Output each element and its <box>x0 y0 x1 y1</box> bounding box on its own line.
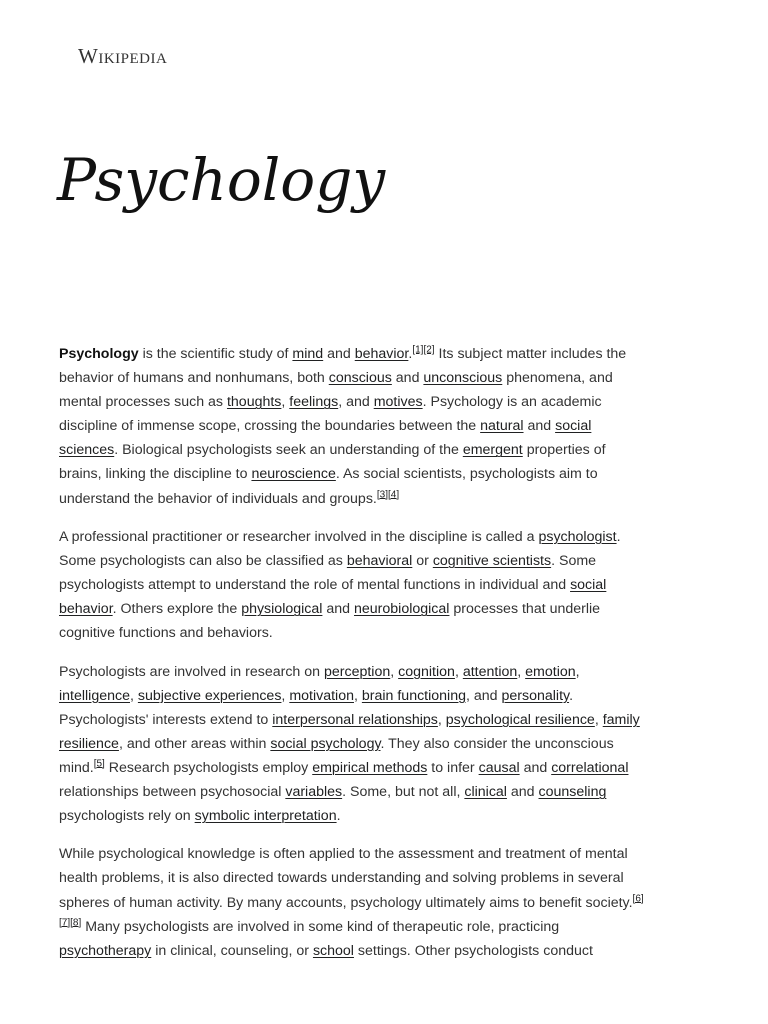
citation-ref[interactable] <box>412 344 423 355</box>
wiki-link[interactable]: brain functioning <box>361 687 466 704</box>
text-run: , <box>575 663 580 680</box>
text-run: , and other areas within <box>118 735 271 752</box>
citation-ref[interactable] <box>70 917 81 928</box>
wiki-link[interactable]: intelligence <box>59 687 130 704</box>
wiki-link[interactable]: cognitive scientists <box>432 552 552 569</box>
wiki-link[interactable]: symbolic interpretation <box>194 808 337 825</box>
text-run: . As social scientists, psychologists aim to understand the behavior of individuals and groups. <box>59 466 598 507</box>
wiki-link[interactable]: psychologist <box>538 528 617 545</box>
wiki-link[interactable]: interpersonal relationships <box>272 711 438 728</box>
text-run: Research psychologists employ <box>104 759 313 776</box>
paragraph-3 <box>59 660 647 829</box>
text-run: , <box>517 663 526 680</box>
text-run: , <box>281 687 290 704</box>
wiki-link[interactable]: unconscious <box>423 370 503 387</box>
text-run: and <box>323 346 355 362</box>
wiki-link[interactable]: social psychology <box>270 735 381 752</box>
citation-ref[interactable] <box>423 344 434 355</box>
text-run: and <box>322 601 354 618</box>
text-run: and <box>391 370 424 387</box>
wiki-link[interactable]: clinical <box>464 783 507 800</box>
text-run: . Some psychologists can also be classified as <box>59 528 621 569</box>
citation-ref[interactable] <box>388 489 399 500</box>
wiki-link[interactable]: mind <box>292 346 324 362</box>
text-run: . <box>336 808 341 825</box>
text-run: settings. Other psychologists conduct <box>357 942 593 959</box>
text-run: or <box>412 552 433 569</box>
text-run: , <box>390 663 399 680</box>
text-run: and <box>506 783 539 800</box>
article-body <box>59 342 647 982</box>
text-run: , <box>454 663 463 680</box>
wiki-link[interactable]: cognition <box>398 663 455 680</box>
text-run: , and <box>338 394 374 411</box>
citation-link[interactable]: [1] <box>412 344 424 356</box>
wiki-link[interactable]: motivation <box>289 687 354 704</box>
wiki-link[interactable]: personality <box>501 687 570 704</box>
wiki-link[interactable]: correlational <box>551 759 629 776</box>
paragraph-2 <box>59 525 647 645</box>
citation-link[interactable]: [7] <box>59 916 71 928</box>
wikipedia-wordmark[interactable]: Wikipedia <box>78 44 168 68</box>
text-run: processes that underlie cognitive functions and behaviors. <box>59 601 601 642</box>
text-run: . They also consider the unconscious mind. <box>59 735 614 776</box>
wiki-link[interactable]: empirical methods <box>312 759 428 776</box>
citation-link[interactable]: [5] <box>93 758 105 770</box>
citation-link[interactable]: [4] <box>388 488 400 500</box>
text-run: Psychologists are involved in research on <box>59 663 324 680</box>
citation-link[interactable]: [6] <box>632 892 644 904</box>
text-run: , <box>130 687 138 704</box>
bold-term: Psychology <box>59 346 139 362</box>
text-run: . Psychologists' interests extend to <box>59 687 574 728</box>
wiki-link[interactable]: behavioral <box>346 552 413 569</box>
citation-link[interactable]: [3] <box>376 488 388 500</box>
wiki-link[interactable]: perception <box>323 663 391 680</box>
wiki-link[interactable]: social behavior <box>59 577 607 618</box>
wiki-link[interactable]: behavior <box>354 346 409 362</box>
wiki-link[interactable]: physiological <box>241 601 323 618</box>
scroll-fade <box>0 962 768 1024</box>
wiki-link[interactable]: conscious <box>328 370 392 387</box>
wiki-link[interactable]: natural <box>480 418 524 435</box>
wiki-link[interactable]: motives <box>373 394 423 411</box>
citation-ref[interactable] <box>59 917 70 928</box>
wiki-link[interactable]: neurobiological <box>353 601 450 618</box>
wiki-link[interactable]: subjective experiences <box>137 687 282 704</box>
text-run: in clinical, counseling, or <box>151 942 313 959</box>
citation-link[interactable]: [8] <box>70 916 82 928</box>
wiki-link[interactable]: thoughts <box>226 394 282 411</box>
wiki-link[interactable]: causal <box>478 759 520 776</box>
text-run: to infer <box>427 759 479 776</box>
wiki-link[interactable]: neuroscience <box>251 466 336 483</box>
text-run: Its subject matter includes the behavior of humans and nonhumans, both <box>59 346 627 387</box>
text-run: . Some, but not all, <box>342 783 465 800</box>
wiki-link[interactable]: variables <box>285 783 343 800</box>
text-run: . Biological psychologists seek an understanding of the <box>114 442 463 459</box>
text-run: , <box>437 711 446 728</box>
text-run: psychologists rely on <box>59 808 195 825</box>
wiki-link[interactable]: emergent <box>462 442 523 459</box>
citation-ref[interactable] <box>94 758 105 769</box>
text-run: , <box>281 394 290 411</box>
text-run: , and <box>466 687 502 704</box>
wiki-link[interactable]: psychological resilience <box>445 711 595 728</box>
wiki-link[interactable]: attention <box>462 663 518 680</box>
citation-ref[interactable] <box>377 489 388 500</box>
text-run: . Some psychologists attempt to understand the role of mental functions in individual and <box>59 552 597 594</box>
page-title: Psychology <box>57 146 386 214</box>
text-run: is the scientific study of <box>138 346 293 362</box>
wiki-link[interactable]: family resilience <box>59 711 640 752</box>
text-run: A professional practitioner or researcher involved in the discipline is called a <box>59 528 539 545</box>
text-run: Many psychologists are involved in some kind of therapeutic role, practicing <box>81 918 560 935</box>
wiki-link[interactable]: counseling <box>538 783 607 800</box>
text-run: phenomena, and mental processes such as <box>59 370 613 411</box>
text-run: and <box>523 418 556 435</box>
text-run: properties of brains, linking the discipline to <box>59 442 606 483</box>
paragraph-1 <box>59 342 647 511</box>
wiki-link[interactable]: emotion <box>525 663 576 680</box>
text-run: relationships between psychosocial <box>59 783 286 800</box>
wiki-link[interactable]: psychotherapy <box>59 942 152 959</box>
text-run: . Psychology is an academic discipline of immense scope, crossing the boundaries between the <box>59 394 602 435</box>
text-run: While psychological knowledge is often applied to the assessment and treatment of mental health problems, it is also directed towards understanding and solving problems in several spheres of human activity. By many accounts, psychology ultimately aims to benefit society. <box>59 846 633 911</box>
wiki-link[interactable]: social sciences <box>59 418 592 459</box>
text-run: . <box>408 346 413 362</box>
wiki-link[interactable]: school <box>312 942 354 959</box>
text-run: , <box>594 711 603 728</box>
text-run: and <box>519 759 552 776</box>
text-run: , <box>353 687 362 704</box>
wiki-link[interactable]: feelings <box>289 394 339 411</box>
citation-link[interactable]: [2] <box>423 344 435 356</box>
citation-ref[interactable] <box>633 893 644 904</box>
text-run: . Others explore the <box>112 601 242 618</box>
